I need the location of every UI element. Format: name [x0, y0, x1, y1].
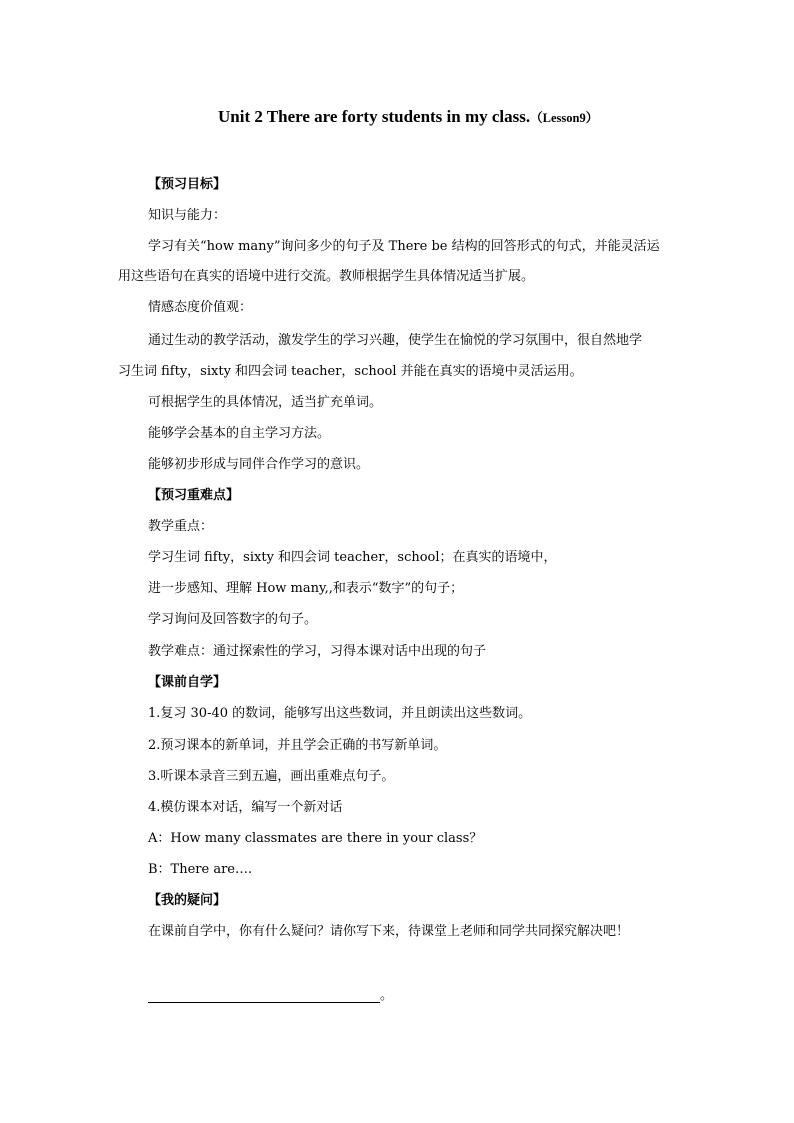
answer-underline — [148, 990, 380, 1003]
document-title — [218, 106, 598, 129]
attitude-text-4: 能够学会基本的自主学习方法。 — [148, 426, 331, 441]
focus-text-1: 学习生词 fifty，sixty 和四会词 teacher，school；在真实的语境中， — [148, 550, 557, 565]
self-study-item-2: 2.预习课本的新单词，并且学会正确的书写新单词。 — [148, 738, 447, 753]
knowledge-text-1: 学习有关“how many”询问多少的句子及 There be 结构的回答形式的句式，并能灵活运 — [148, 239, 660, 254]
title-main: Unit 2 There are forty students in my class. — [218, 107, 531, 126]
self-study-item-4: 4.模仿课本对话，编写一个新对话 — [148, 800, 343, 815]
attitude-text-2: 习生词 fifty，sixty 和四会词 teacher，school 并能在真实的语境中灵活运用。 — [118, 364, 583, 379]
attitude-text-3: 可根据学生的具体情况，适当扩充单词。 — [148, 395, 383, 410]
heading-self-study: 【课前自学】 — [148, 675, 227, 690]
focus-label: 教学重点： — [148, 519, 214, 534]
focus-text-3: 学习询问及回答数字的句子。 — [148, 612, 318, 627]
heading-preview-goals: 【预习目标】 — [148, 177, 227, 192]
attitude-text-5: 能够初步形成与同伴合作学习的意识。 — [148, 457, 370, 472]
answer-blank[interactable] — [148, 989, 393, 1003]
knowledge-text-2: 用这些语句在真实的语境中进行交流。教师根据学生具体情况适当扩展。 — [118, 269, 535, 284]
title-lesson: （Lesson9） — [530, 111, 599, 125]
heading-key-points: 【预习重难点】 — [148, 488, 240, 503]
self-study-item-3: 3.听课本录音三到五遍，画出重难点句子。 — [148, 769, 395, 784]
attitude-label: 情感态度价值观： — [148, 300, 253, 315]
dialog-line-b: B：There are…. — [148, 862, 253, 877]
focus-text-2: 进一步感知、理解 How many,,和表示“数字”的句子； — [148, 581, 464, 596]
difficulty-text: 教学难点：通过探索性的学习，习得本课对话中出现的句子 — [148, 644, 487, 659]
dialog-line-a: A：How many classmates are there in your class？ — [148, 831, 483, 846]
attitude-text-1: 通过生动的教学活动，激发学生的学习兴趣，使学生在愉悦的学习氛围中，很自然地学 — [148, 333, 643, 348]
heading-my-questions: 【我的疑问】 — [148, 893, 227, 908]
questions-prompt: 在课前自学中，你有什么疑问？请你写下来，待课堂上老师和同学共同探究解决吧！ — [148, 924, 630, 939]
knowledge-label: 知识与能力： — [148, 208, 227, 223]
self-study-item-1: 1.复习 30-40 的数词，能够写出这些数词，并且朗读出这些数词。 — [148, 706, 532, 721]
answer-period: 。 — [380, 988, 394, 1003]
